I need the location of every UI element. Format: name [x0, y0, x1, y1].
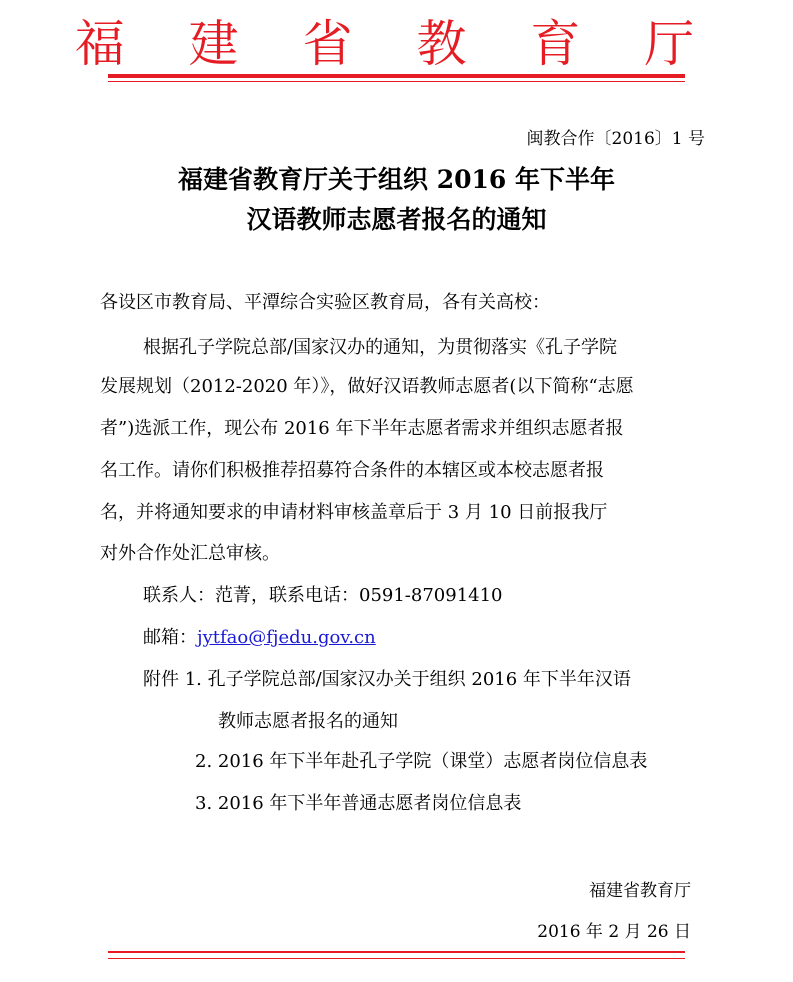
title-line-2: 汉语教师志愿者报名的通知	[246, 205, 547, 234]
org-header-title: 福 建 省 教 育 厅	[74, 15, 719, 73]
footer-rule-thin-2	[108, 958, 685, 959]
attachment-3: 3. 2016 年下半年普通志愿者岗位信息表	[195, 793, 522, 814]
para-line-3: 者”)选派工作，现公布 2016 年下半年志愿者需求并组织志愿者报	[100, 418, 624, 439]
document-number: 闽教合作〔2016〕1 号	[526, 129, 705, 149]
para-line-2: 发展规划（2012-2020 年）》，做好汉语教师志愿者(以下简称“志愿	[100, 376, 634, 397]
email-label: 邮箱：	[143, 627, 197, 648]
salutation: 各设区市教育局、平潭综合实验区教育局，各有关高校：	[100, 292, 550, 313]
attachment-2: 2. 2016 年下半年赴孔子学院（课堂）志愿者岗位信息表	[195, 751, 648, 772]
attachment-1-line-2: 教师志愿者报名的通知	[218, 711, 398, 732]
email-link[interactable]: jytfao@fjedu.gov.cn	[197, 627, 376, 648]
header-rule-thick	[108, 74, 685, 78]
signature-date: 2016 年 2 月 26 日	[537, 922, 691, 942]
footer-rule-thin	[108, 951, 685, 953]
para-line-1: 根据孔子学院总部/国家汉办的通知，为贯彻落实《孔子学院	[143, 337, 618, 358]
title-line-1: 福建省教育厅关于组织 2016 年下半年	[178, 165, 615, 194]
email-line	[143, 620, 376, 656]
para-line-6: 对外合作处汇总审核。	[100, 543, 280, 564]
para-line-5: 名，并将通知要求的申请材料审核盖章后于 3 月 10 日前报我厅	[100, 502, 608, 523]
header-rule-thin	[108, 81, 685, 82]
attachment-1-line-1: 附件 1. 孔子学院总部/国家汉办关于组织 2016 年下半年汉语	[143, 669, 631, 690]
contact-line: 联系人：范菁，联系电话：0591-87091410	[143, 585, 503, 606]
para-line-4: 名工作。请你们积极推荐招募符合条件的本辖区或本校志愿者报	[100, 460, 604, 481]
signature-org: 福建省教育厅	[589, 881, 691, 901]
